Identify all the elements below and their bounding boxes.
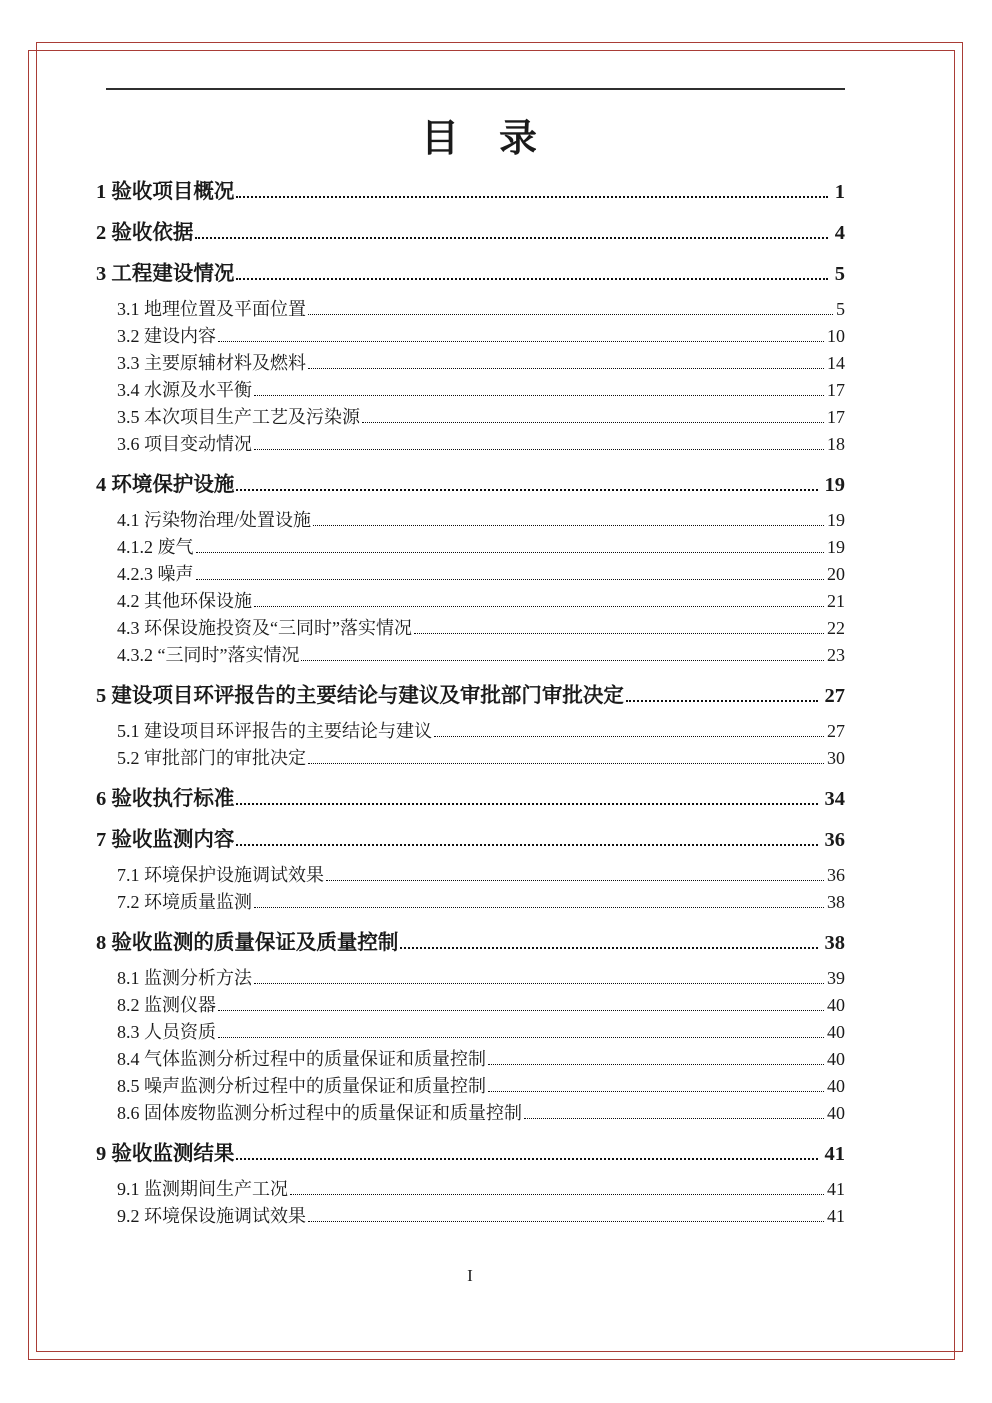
toc-leader-dots	[626, 700, 818, 702]
toc-leader-dots	[218, 1037, 824, 1038]
toc-entry[interactable]	[96, 220, 845, 247]
toc-leader-dots	[236, 844, 817, 846]
toc-entry[interactable]	[96, 534, 845, 561]
toc-leader-dots	[524, 1118, 824, 1119]
toc-entry[interactable]	[96, 1176, 845, 1203]
toc-entry-page: 10	[827, 326, 845, 347]
toc-leader-dots	[236, 489, 817, 491]
toc-entry[interactable]	[96, 862, 845, 889]
toc-entry-label: 4 环境保护设施	[96, 474, 235, 497]
toc-leader-dots	[434, 736, 824, 737]
toc-entry[interactable]	[96, 588, 845, 615]
toc-entry-page: 36	[827, 865, 845, 886]
toc-entry-label: 3.5 本次项目生产工艺及污染源	[117, 407, 360, 428]
toc-leader-dots	[301, 660, 824, 661]
toc-leader-dots	[218, 1010, 824, 1011]
toc-entry-page: 4	[834, 222, 845, 245]
toc-entry[interactable]	[96, 786, 845, 813]
toc-leader-dots	[236, 803, 817, 805]
toc-leader-dots	[313, 525, 824, 526]
toc-entry-label: 9.2 环境保设施调试效果	[117, 1206, 306, 1227]
toc-entry-page: 19	[827, 510, 845, 531]
toc-entry-label: 1 验收项目概况	[96, 181, 235, 204]
toc-entry[interactable]	[96, 745, 845, 772]
toc-entry[interactable]	[96, 683, 845, 710]
toc-leader-dots	[254, 606, 824, 607]
toc-entry-page: 17	[827, 380, 845, 401]
toc-leader-dots	[362, 422, 824, 423]
toc-leader-dots	[414, 633, 824, 634]
toc-entry-page: 36	[824, 829, 845, 852]
toc-entry-label: 7 验收监测内容	[96, 829, 235, 852]
toc-leader-dots	[254, 983, 824, 984]
toc-entry[interactable]	[96, 615, 845, 642]
toc-entry-page: 41	[824, 1143, 845, 1166]
toc-entry-label: 9.1 监测期间生产工况	[117, 1179, 288, 1200]
toc-entry[interactable]	[96, 642, 845, 669]
toc-entry-label: 5.2 审批部门的审批决定	[117, 748, 306, 769]
toc-leader-dots	[254, 907, 824, 908]
toc-entry-label: 6 验收执行标准	[96, 788, 235, 811]
toc-entry-label: 8 验收监测的质量保证及质量控制	[96, 932, 399, 955]
toc-leader-dots	[254, 449, 824, 450]
toc-entry[interactable]	[96, 404, 845, 431]
toc-entry-page: 17	[827, 407, 845, 428]
toc-entry-label: 8.1 监测分析方法	[117, 968, 252, 989]
toc-leader-dots	[218, 341, 824, 342]
toc-entry[interactable]	[96, 1141, 845, 1168]
toc-entry-page: 38	[824, 932, 845, 955]
toc-entry-label: 4.1.2 废气	[117, 537, 194, 558]
header-rule	[106, 88, 845, 90]
toc-leader-dots	[326, 880, 824, 881]
toc-entry[interactable]	[96, 718, 845, 745]
toc-entry[interactable]	[96, 261, 845, 288]
toc-entry[interactable]	[96, 992, 845, 1019]
toc-entry-page: 40	[827, 995, 845, 1016]
toc-entry-label: 8.2 监测仪器	[117, 995, 216, 1016]
toc-entry-page: 27	[827, 721, 845, 742]
toc-entry[interactable]	[96, 431, 845, 458]
toc-entry-page: 5	[836, 299, 845, 320]
toc-entry-label: 2 验收依据	[96, 222, 194, 245]
toc-entry-page: 40	[827, 1022, 845, 1043]
page-title: 目 录	[420, 118, 538, 160]
toc-entry-label: 8.6 固体废物监测分析过程中的质量保证和质量控制	[117, 1103, 522, 1124]
toc-entry-page: 39	[827, 968, 845, 989]
toc-entry-page: 27	[824, 685, 845, 708]
toc-leader-dots	[236, 196, 827, 198]
toc-entry[interactable]	[96, 507, 845, 534]
toc-entry-label: 8.4 气体监测分析过程中的质量保证和质量控制	[117, 1049, 486, 1070]
toc-entry[interactable]	[96, 889, 845, 916]
toc-entry[interactable]	[96, 179, 845, 206]
document-page	[96, 0, 845, 1286]
table-of-contents	[96, 179, 845, 1230]
toc-entry-page: 34	[824, 788, 845, 811]
toc-entry-label: 4.3.2 “三同时”落实情况	[117, 645, 300, 666]
toc-leader-dots	[308, 1221, 824, 1222]
toc-leader-dots	[196, 552, 825, 553]
toc-entry-page: 1	[834, 181, 845, 204]
toc-entry-label: 3.6 项目变动情况	[117, 434, 252, 455]
toc-entry-page: 5	[834, 263, 845, 286]
toc-leader-dots	[308, 763, 824, 764]
toc-entry[interactable]	[96, 1019, 845, 1046]
toc-entry-label: 4.3 环保设施投资及“三同时”落实情况	[117, 618, 412, 639]
toc-leader-dots	[488, 1091, 824, 1092]
toc-entry-label: 7.1 环境保护设施调试效果	[117, 865, 324, 886]
toc-entry-label: 3.1 地理位置及平面位置	[117, 299, 306, 320]
toc-entry-label: 4.2 其他环保设施	[117, 591, 252, 612]
toc-leader-dots	[400, 947, 817, 949]
toc-entry[interactable]	[96, 350, 845, 377]
toc-entry-page: 38	[827, 892, 845, 913]
toc-entry[interactable]	[96, 1100, 845, 1127]
toc-entry[interactable]	[96, 930, 845, 957]
toc-leader-dots	[195, 237, 827, 239]
toc-leader-dots	[236, 1158, 817, 1160]
toc-leader-dots	[308, 314, 833, 315]
toc-leader-dots	[236, 278, 827, 280]
toc-entry-page: 20	[827, 564, 845, 585]
toc-leader-dots	[308, 368, 824, 369]
toc-entry-page: 19	[827, 537, 845, 558]
toc-entry-label: 3.4 水源及水平衡	[117, 380, 252, 401]
toc-leader-dots	[488, 1064, 824, 1065]
toc-entry-label: 3.2 建设内容	[117, 326, 216, 347]
toc-entry[interactable]	[96, 1073, 845, 1100]
toc-entry-label: 4.1 污染物治理/处置设施	[117, 510, 312, 531]
toc-entry[interactable]	[96, 1046, 845, 1073]
toc-entry-page: 22	[827, 618, 845, 639]
toc-leader-dots	[290, 1194, 824, 1195]
toc-entry-page: 41	[827, 1179, 845, 1200]
toc-entry-page: 18	[827, 434, 845, 455]
toc-entry-label: 3.3 主要原辅材料及燃料	[117, 353, 306, 374]
toc-entry-page: 30	[827, 748, 845, 769]
toc-entry-label: 8.3 人员资质	[117, 1022, 216, 1043]
toc-entry[interactable]	[96, 561, 845, 588]
toc-entry[interactable]	[96, 323, 845, 350]
toc-entry-page: 14	[827, 353, 845, 374]
toc-entry[interactable]	[96, 377, 845, 404]
footer-page-number: I	[467, 1266, 474, 1286]
toc-entry-label: 8.5 噪声监测分析过程中的质量保证和质量控制	[117, 1076, 486, 1097]
toc-entry-label: 7.2 环境质量监测	[117, 892, 252, 913]
toc-entry-page: 19	[824, 474, 845, 497]
toc-entry[interactable]	[96, 1203, 845, 1230]
toc-entry[interactable]	[96, 296, 845, 323]
toc-entry-page: 40	[827, 1103, 845, 1124]
toc-entry-label: 5 建设项目环评报告的主要结论与建议及审批部门审批决定	[96, 685, 624, 708]
toc-leader-dots	[196, 579, 825, 580]
toc-entry-label: 5.1 建设项目环评报告的主要结论与建议	[117, 721, 432, 742]
toc-entry[interactable]	[96, 965, 845, 992]
toc-entry-page: 23	[827, 645, 845, 666]
toc-entry-page: 40	[827, 1049, 845, 1070]
toc-entry-label: 9 验收监测结果	[96, 1143, 235, 1166]
toc-entry[interactable]	[96, 472, 845, 499]
toc-entry-label: 3 工程建设情况	[96, 263, 235, 286]
toc-leader-dots	[254, 395, 824, 396]
toc-entry-page: 21	[827, 591, 845, 612]
toc-entry[interactable]	[96, 827, 845, 854]
toc-entry-label: 4.2.3 噪声	[117, 564, 194, 585]
toc-entry-page: 41	[827, 1206, 845, 1227]
toc-entry-page: 40	[827, 1076, 845, 1097]
